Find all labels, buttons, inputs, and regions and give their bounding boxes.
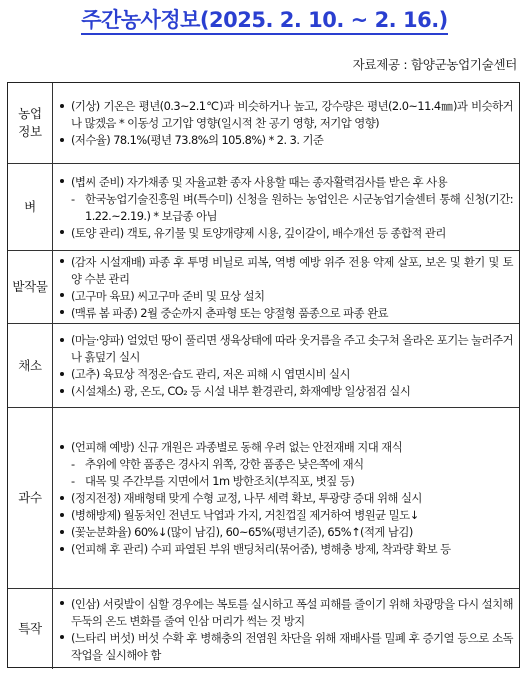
bullet-item [59, 132, 513, 149]
bullet-icon [59, 332, 71, 366]
section-category [8, 408, 53, 588]
item-text: 추위에 약한 품종은 경사지 위쪽, 강한 품종은 낮은쪽에 재식 [85, 457, 364, 471]
bullet-icon [59, 630, 71, 664]
bullet-item [59, 366, 513, 383]
bullet-icon [59, 490, 71, 507]
section-row-rice [8, 163, 519, 250]
item-text: (맥류 봄 파종) 2월 중순까지 춘파형 또는 양절형 품종으로 파종 완료 [71, 305, 388, 320]
bullet-item [59, 439, 513, 456]
bullet-item [59, 630, 513, 664]
source-credit: 자료제공 : 함양군농업기술센터 [352, 57, 517, 72]
bullet-icon [59, 288, 71, 305]
section-content [53, 251, 519, 323]
item-text: (고추) 육묘상 적정온·습도 관리, 저온 피해 시 엽면시비 실시 [71, 367, 350, 381]
dash-marker: - [71, 191, 75, 206]
section-row-fruit-trees [8, 407, 519, 588]
item-text: (볍씨 준비) 자가채종 및 자율교환 종자 사용할 때는 종자활력검사를 받은 후 사용 [71, 174, 448, 189]
item-text: (꽃눈분화율) 60%↓(많이 남김), 60~65%(평년기준), 65%↑(적게 남김) [71, 525, 413, 539]
section-category [8, 164, 53, 250]
section-content [53, 83, 519, 163]
item-text: (병해방제) 월동처인 전년도 낙엽과 가지, 거친껍질 제거하여 병원균 밀도↓ [71, 508, 419, 522]
item-text: (인삼) 서릿발이 심할 경우에는 복토를 실시하고 폭설 피해를 줄이기 위해 차광망을 다시 설치해 두둑의 온도 변화를 줄여 인삼 머리가 썩는 것 방지 [71, 596, 513, 628]
bullet-icon [59, 439, 71, 456]
bullet-item [59, 332, 513, 366]
section-content [53, 589, 519, 669]
sub-item [59, 191, 513, 225]
bullet-item [59, 174, 513, 191]
item-text: (감자 시설재배) 파종 후 투명 비닐로 피복, 역병 예방 위주 전용 약제 살포, 보온 및 환기 및 토양 수분 관리 [71, 254, 513, 286]
bullet-icon [59, 596, 71, 630]
farming-info-table [7, 82, 520, 668]
sub-item [59, 456, 513, 473]
bullet-item [59, 507, 513, 524]
section-row-field-crops [8, 250, 519, 323]
item-text: 대목 및 주간부를 지면에서 1m 방한조치(부직포, 볏짚 등) [85, 474, 355, 488]
bullet-item [59, 596, 513, 630]
bullet-icon [59, 305, 71, 322]
item-text: (기상) 기온은 평년(0.3~2.1℃)과 비슷하거나 높고, 강수량은 평년(2.0~11.4㎜)과 비슷하거나 많겠음 * 이동성 고기압 영향(일시적 찬 공기 영향, 저기압 영향) [71, 99, 513, 130]
bullet-icon [59, 524, 71, 541]
item-text: (저수율) 78.1%(평년 73.8%의 105.8%) * 2. 3. 기준 [71, 133, 324, 147]
section-category [8, 83, 53, 163]
category-label: 채소 [18, 357, 42, 373]
bullet-icon [59, 366, 71, 383]
section-row-special-crops [8, 588, 519, 669]
bullet-icon [59, 225, 71, 242]
category-label: 정보 [18, 124, 42, 139]
category-label: 특작 [18, 621, 42, 636]
bullet-icon [59, 541, 71, 558]
bullet-item [59, 254, 513, 288]
category-label: 과수 [18, 490, 42, 505]
item-text: (고구마 육묘) 씨고구마 준비 및 묘상 설치 [71, 288, 265, 303]
category-label: 벼 [24, 199, 36, 214]
bullet-item [59, 98, 513, 132]
section-content [53, 324, 519, 407]
section-content [53, 408, 519, 588]
dash-marker: - [71, 457, 75, 471]
item-text: (토양 관리) 객토, 유기물 및 토양개량제 시용, 깊이갈이, 배수개선 등 종합적 관리 [71, 225, 446, 240]
bullet-icon [59, 507, 71, 524]
item-text: (마늘·양파) 얼었던 땅이 풀리면 생육상태에 따라 웃거름을 주고 솟구쳐 올라온 포기는 눌러주거나 흙덮기 실시 [71, 333, 513, 364]
item-text: (정지전정) 재배형태 맞게 수형 교정, 나무 세력 확보, 투광량 증대 위해 실시 [71, 491, 422, 505]
category-label: 밭작물 [12, 279, 48, 294]
page-title [0, 4, 529, 34]
section-category [8, 589, 53, 669]
bullet-icon [59, 383, 71, 400]
page-title-text: 주간농사정보(2025. 2. 10. ~ 2. 16.) [81, 8, 448, 35]
bullet-item [59, 288, 513, 305]
bullet-item [59, 383, 513, 400]
category-label: 농업 [18, 106, 42, 121]
item-text: (느타리 버섯) 버섯 수확 후 병해충의 전염원 차단을 위해 재배사를 밀폐 후 증기열 등으로 소독작업을 실시해야 함 [71, 630, 513, 662]
item-text: (언피해 후 관리) 수피 파열된 부위 밴딩처리(묶어줌), 병해충 방제, 착과량 확보 등 [71, 542, 451, 556]
item-text: 한국농업기술진흥원 벼(특수미) 신청을 원하는 농업인은 시군농업기술센터 통해 신청(기간: 1.22.~2.19.) * 보급종 아님 [85, 191, 513, 223]
bullet-icon [59, 98, 71, 132]
item-text: (언피해 예방) 신규 개원은 과종별로 동해 우려 없는 안전재배 지대 재식 [71, 440, 403, 454]
bullet-icon [59, 132, 71, 149]
section-category [8, 251, 53, 323]
bullet-icon [59, 254, 71, 288]
section-row-agri-info [8, 83, 519, 163]
bullet-item [59, 490, 513, 507]
sub-item [59, 473, 513, 490]
section-row-vegetables [8, 323, 519, 407]
section-content [53, 164, 519, 250]
bullet-item [59, 541, 513, 558]
item-text: (시설채소) 광, 온도, CO₂ 등 시설 내부 환경관리, 화재예방 일상점검 실시 [71, 384, 411, 398]
bullet-item [59, 225, 513, 242]
bullet-item [59, 524, 513, 541]
bullet-icon [59, 174, 71, 191]
section-category [8, 324, 53, 407]
dash-marker: - [71, 474, 75, 488]
bullet-item [59, 305, 513, 322]
